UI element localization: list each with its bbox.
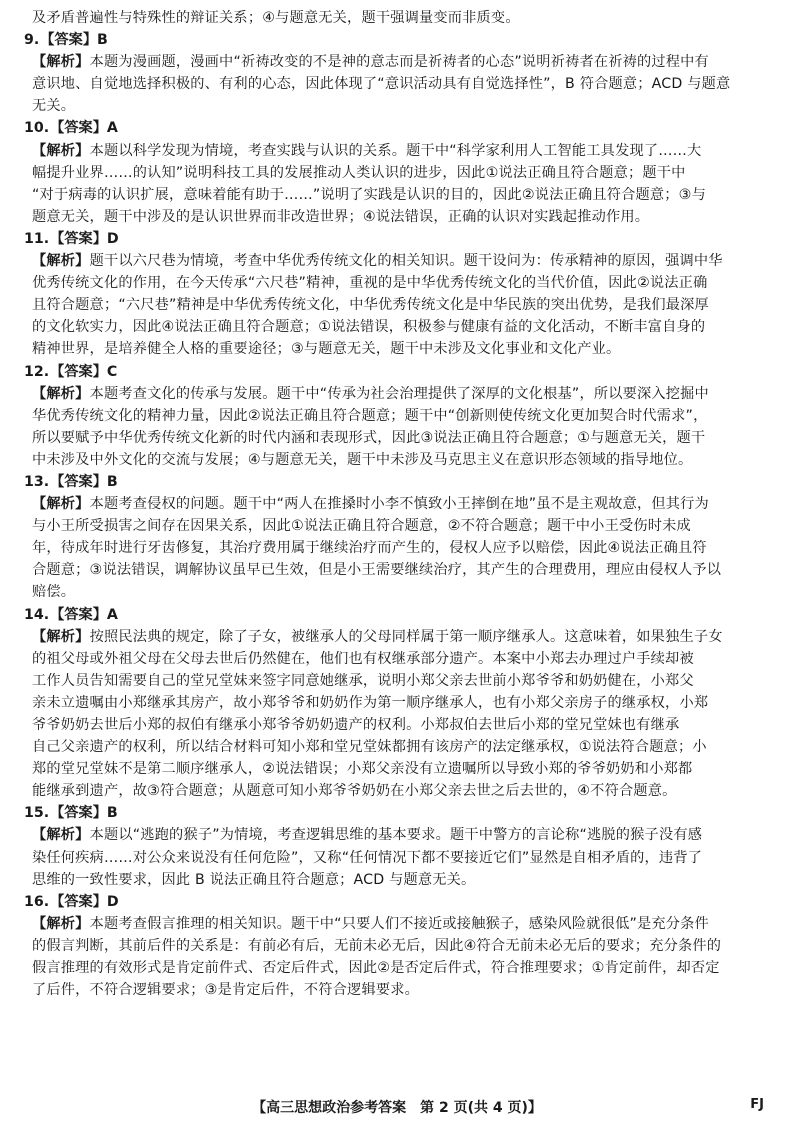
analysis-tag: 【解析】 <box>32 142 90 159</box>
answer-content <box>24 7 776 1001</box>
question-number: 9. <box>24 32 40 49</box>
analysis-line: 的文化软实力，因此④说法正确且符合题意；①说法错误，积极参与健康有益的文化活动，不断丰富自身的 <box>32 319 706 336</box>
answer-tag: 【答案】 <box>50 606 107 623</box>
question-block <box>24 471 776 604</box>
analysis-line <box>24 493 776 515</box>
analysis-text: 本题以“逃跑的猴子”为情境，考查逻辑思维的基本要求。题干中警方的言论称“逃脱的猴子没有感 <box>89 827 703 844</box>
answer-tag: 【答案】 <box>40 32 98 49</box>
answer-choice: B <box>106 805 118 822</box>
text-line: 及矛盾普遍性与特殊性的辩证关系；④与题意无关，题干强调量变而非质变。 <box>32 10 520 26</box>
answer-choice: D <box>106 230 119 247</box>
analysis-line: 意识地、自觉地选择积极的、有利的心态，因此体现了“意识活动具有自觉选择性”，B 符合题意；ACD 与题意 <box>32 76 731 93</box>
answer-choice: D <box>106 893 119 910</box>
question-block <box>24 117 776 227</box>
analysis-line <box>24 383 776 405</box>
question-block <box>24 29 776 117</box>
analysis-line <box>24 913 776 935</box>
analysis-text: 本题考查假言推理的相关知识。题干中“只要人们不接近或接触猴子，感染风险就很低”是充分条件 <box>89 915 709 932</box>
answer-line <box>24 604 776 626</box>
analysis-line: 合题意；③说法错误，调解协议虽早已生效，但是小王需要继续治疗，其产生的合理费用，理应由侵权人予以 <box>32 562 722 579</box>
answer-tag: 【答案】 <box>50 805 107 822</box>
analysis-text: 按照民法典的规定，除了子女，被继承人的父母同样属于第一顺序继承人。这意味着，如果独生子女 <box>89 628 723 645</box>
analysis-line: 假言推理的有效形式是肯定前件式、否定后件式，因此②是否定后件式，符合推理要求；①肯定前件，却否定 <box>32 960 720 977</box>
analysis-line: 优秀传统文化的作用，在今天传承“六尺巷”精神，重视的是中华优秀传统文化的当代价值，因此②说法正确 <box>32 275 708 292</box>
question-number: 16. <box>24 893 50 910</box>
analysis-text: 本题为漫画题，漫画中“祈祷改变的不是神的意志而是祈祷者的心态”说明祈祷者在祈祷的过程中有 <box>89 54 709 71</box>
question-block <box>24 802 776 890</box>
answer-choice: A <box>106 120 118 137</box>
analysis-line: 思维的一致性要求，因此 B 说法正确且符合题意；ACD 与题意无关。 <box>32 871 476 888</box>
answer-line <box>24 117 776 139</box>
answer-tag: 【答案】 <box>50 230 107 247</box>
analysis-tag: 【解析】 <box>32 915 90 932</box>
answer-line <box>24 29 776 51</box>
analysis-line <box>24 250 776 272</box>
answer-choice: B <box>97 32 108 49</box>
analysis-text: 本题考查文化的传承与发展。题干中“传承为社会治理提供了深厚的文化根基”，所以要深入挖掘中 <box>89 385 709 402</box>
answer-line <box>24 891 776 913</box>
question-block <box>24 604 776 803</box>
answer-choice: A <box>106 606 118 623</box>
analysis-line: 自己父亲遗产的权利，所以结合材料可知小郑和堂兄堂妹都拥有该房产的法定继承权，①说法符合题意；小 <box>32 739 707 756</box>
question-block <box>24 228 776 361</box>
analysis-line: 能继承到遗产，故③符合题意；从题意可知小郑爷爷奶奶在小郑父亲去世之后去世的，④不符合题意。 <box>32 783 677 800</box>
analysis-line: 与小王所受损害之间存在因果关系，因此①说法正确且符合题意，②不符合题意；题干中小王受伤时未成 <box>32 518 691 535</box>
analysis-line: 题意无关，题干中涉及的是认识世界而非改造世界；④说法错误，正确的认识对实践起推动作用。 <box>32 208 650 225</box>
analysis-line: 亲未立遗嘱由小郑继承其房产，故小郑爷爷和奶奶作为第一顺序继承人，也有小郑父亲房子的继承权，小郑 <box>32 694 709 711</box>
question-number: 13. <box>24 473 50 490</box>
analysis-line: 年，待成年时进行牙齿修复，其治疗费用属于继续治疗而产生的，侵权人应予以赔偿，因此④说法正确且符 <box>32 540 707 557</box>
analysis-line: 且符合题意；“六尺巷”精神是中华优秀传统文化，中华优秀传统文化是中华民族的突出优势，是我们最深厚 <box>32 297 709 314</box>
analysis-text: 题干以六尺巷为情境，考查中华优秀传统文化的相关知识。题干设问为：传承精神的原因，强调中华 <box>89 253 723 270</box>
question-number: 11. <box>24 230 50 247</box>
page-footer: 【高三思想政治参考答案 第 2 页(共 4 页)】 <box>252 1100 542 1116</box>
analysis-line: 工作人员告知需要自己的堂兄堂妹来签字同意她继承，说明小郑父亲去世前小郑爷爷和奶奶健在，小郑父 <box>32 672 694 689</box>
answer-tag: 【答案】 <box>50 473 107 490</box>
analysis-line: 幅提升业界……的认知”说明科技工具的发展推动人类认识的进步，因此①说法正确且符合题意；题干中 <box>32 164 686 181</box>
intro-continuation <box>24 7 776 29</box>
question-number: 15. <box>24 805 50 822</box>
analysis-line: 中未涉及中外文化的交流与发展；④与题意无关，题干中未涉及马克思主义在意识形态领域的指导地位。 <box>32 451 693 468</box>
analysis-text: 本题考查侵权的问题。题干中“两人在推搡时小李不慎致小王摔倒在地”虽不是主观故意，但其行为 <box>89 496 709 513</box>
analysis-line: 华优秀传统文化的精神力量，因此②说法正确且符合题意；题干中“创新则使传统文化更加契合时代需求”， <box>32 407 708 424</box>
question-number: 14. <box>24 606 50 623</box>
answer-tag: 【答案】 <box>50 893 107 910</box>
analysis-line: 染任何疾病……对公众来说没有任何危险”，又称“任何情况下都不要接近它们”显然是自相矛盾的，违背了 <box>32 849 703 866</box>
analysis-line: 的祖父母或外祖父母在父母去世后仍然健在，他们也有权继承部分遗产。本案中小郑去办理过户手续却被 <box>32 650 694 667</box>
analysis-line: 精神世界，是培养健全人格的重要途径；③与题意无关，题干中未涉及文化事业和文化产业。 <box>32 341 621 358</box>
answer-tag: 【答案】 <box>50 120 107 137</box>
analysis-line: 所以要赋予中华优秀传统文化新的时代内涵和表现形式，因此③说法正确且符合题意；①与题意无关，题干 <box>32 429 706 446</box>
answer-line <box>24 471 776 493</box>
analysis-tag: 【解析】 <box>32 496 90 513</box>
analysis-line: 赔偿。 <box>32 584 76 601</box>
paper-code: FJ <box>750 1097 764 1112</box>
analysis-text: 本题以科学发现为情境，考查实践与认识的关系。题干中“科学家利用人工智能工具发现了……大 <box>89 142 702 159</box>
analysis-line <box>24 824 776 846</box>
analysis-line <box>24 626 776 648</box>
question-list <box>24 29 776 1001</box>
question-block <box>24 361 776 471</box>
answer-tag: 【答案】 <box>50 363 107 380</box>
answer-line <box>24 361 776 383</box>
analysis-line: 的假言判断，其前后件的关系是：有前必有后，无前未必无后，因此④符合无前未必无后的要求；充分条件的 <box>32 937 722 954</box>
analysis-tag: 【解析】 <box>32 628 90 645</box>
analysis-tag: 【解析】 <box>32 385 90 402</box>
analysis-line <box>24 51 776 73</box>
analysis-line <box>24 140 776 162</box>
question-block <box>24 891 776 1001</box>
analysis-tag: 【解析】 <box>32 253 90 270</box>
question-number: 12. <box>24 363 50 380</box>
question-number: 10. <box>24 120 50 137</box>
analysis-line: 郑的堂兄堂妹不是第二顺序继承人，②说法错误；小郑父亲没有立遗嘱所以导致小郑的爷爷奶奶和小郑都 <box>32 761 693 778</box>
analysis-line: 无关。 <box>32 98 76 115</box>
analysis-tag: 【解析】 <box>32 827 90 844</box>
answer-choice: C <box>106 363 118 380</box>
analysis-line: 了后件，不符合逻辑要求；③是肯定后件，不符合逻辑要求。 <box>32 982 419 999</box>
analysis-line: 爷爷奶奶去世后小郑的叔伯有继承小郑爷爷奶奶遗产的权利。小郑叔伯去世后小郑的堂兄堂妹也有继承 <box>32 717 680 733</box>
answer-choice: B <box>106 473 118 490</box>
answer-line <box>24 802 776 824</box>
analysis-line: “对于病毒的认识扩展，意味着能有助于……”说明了实践是认识的目的，因此②说法正确且符合题意；③与 <box>32 186 706 203</box>
analysis-tag: 【解析】 <box>32 54 90 71</box>
answer-line <box>24 228 776 250</box>
